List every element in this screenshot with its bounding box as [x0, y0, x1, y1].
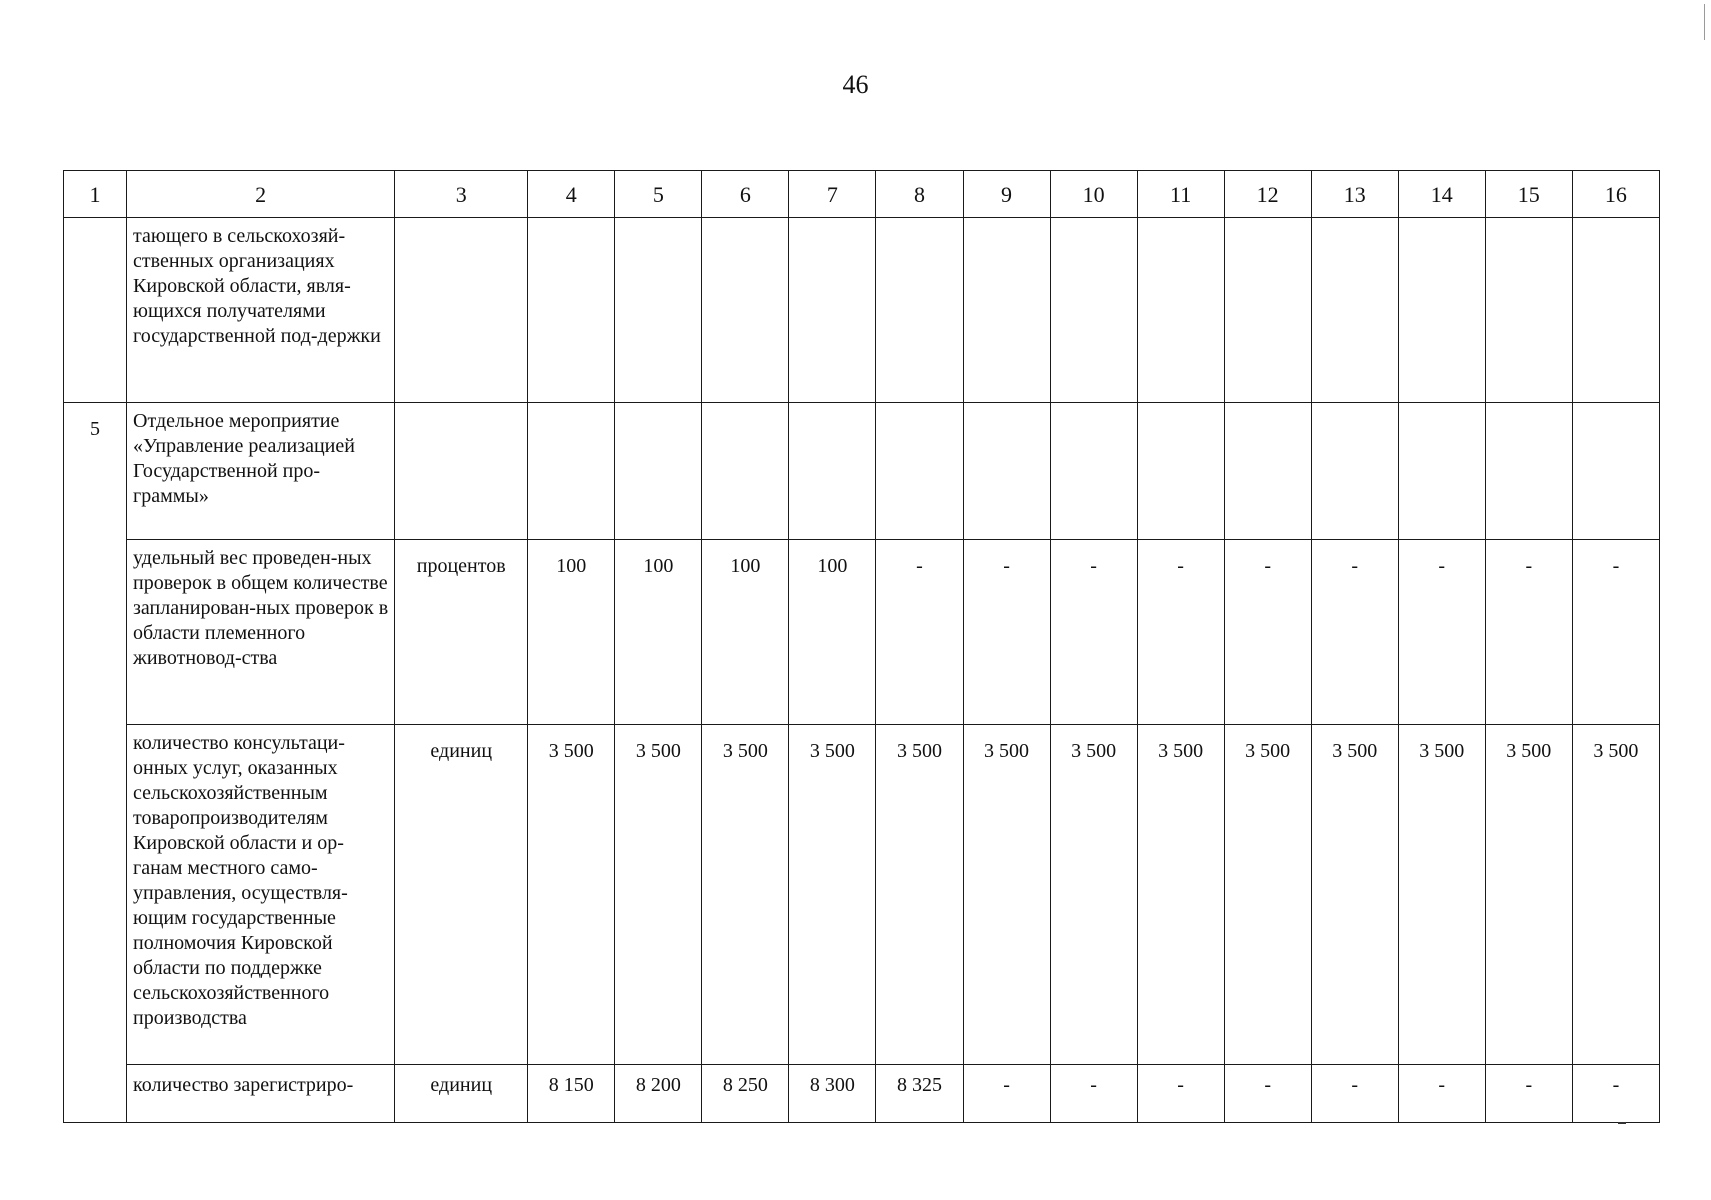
table-row — [64, 403, 1660, 540]
value-cell — [1311, 403, 1398, 540]
value-cell — [615, 218, 702, 403]
value-cell — [1137, 403, 1224, 540]
value-cell — [1485, 403, 1572, 540]
page-number: 46 — [842, 70, 869, 99]
column-header: 3 — [395, 171, 528, 218]
value-cell: - — [1050, 540, 1137, 725]
scan-margin-mark — [1704, 4, 1705, 40]
unit-cell: процентов — [395, 540, 528, 725]
value-cell — [1572, 218, 1659, 403]
value-cell — [702, 403, 789, 540]
value-cell: 8 300 — [789, 1065, 876, 1123]
scan-speck — [1618, 1122, 1626, 1124]
column-header: 9 — [963, 171, 1050, 218]
value-cell — [876, 218, 963, 403]
value-cell — [789, 403, 876, 540]
value-cell: 3 500 — [876, 725, 963, 1065]
column-header: 6 — [702, 171, 789, 218]
row-number — [64, 218, 127, 403]
table-row — [64, 540, 1660, 725]
value-cell — [615, 403, 702, 540]
value-cell — [1050, 403, 1137, 540]
value-cell — [876, 403, 963, 540]
indicator-name: количество зарегистриро- — [127, 1065, 395, 1123]
value-cell: - — [1224, 1065, 1311, 1123]
value-cell: 3 500 — [528, 725, 615, 1065]
value-cell: - — [1485, 1065, 1572, 1123]
value-cell: - — [1572, 540, 1659, 725]
value-cell: 100 — [702, 540, 789, 725]
value-cell — [1398, 218, 1485, 403]
column-header: 14 — [1398, 171, 1485, 218]
value-cell — [1485, 218, 1572, 403]
value-cell — [1224, 403, 1311, 540]
value-cell — [1572, 403, 1659, 540]
column-header: 12 — [1224, 171, 1311, 218]
value-cell: - — [1398, 1065, 1485, 1123]
value-cell: 8 325 — [876, 1065, 963, 1123]
table-header-row — [64, 171, 1660, 218]
value-cell: 100 — [615, 540, 702, 725]
value-cell: 3 500 — [1485, 725, 1572, 1065]
indicator-name: Отдельное мероприятие «Управление реализацией Государственной про-граммы» — [127, 403, 395, 540]
value-cell: 3 500 — [1398, 725, 1485, 1065]
column-header: 13 — [1311, 171, 1398, 218]
value-cell: 3 500 — [1572, 725, 1659, 1065]
column-header: 11 — [1137, 171, 1224, 218]
unit-cell — [395, 218, 528, 403]
unit-cell: единиц — [395, 1065, 528, 1123]
unit-cell: единиц — [395, 725, 528, 1065]
value-cell — [963, 218, 1050, 403]
indicator-name: тающего в сельскохозяй-ственных организациях Кировской области, явля-ющихся получателями государственной под-держки — [127, 218, 395, 403]
value-cell — [1224, 218, 1311, 403]
value-cell — [1398, 403, 1485, 540]
column-header: 1 — [64, 171, 127, 218]
value-cell: 3 500 — [1224, 725, 1311, 1065]
column-header: 7 — [789, 171, 876, 218]
value-cell — [528, 218, 615, 403]
indicators-table — [63, 170, 1660, 1123]
value-cell: - — [1398, 540, 1485, 725]
value-cell: - — [1137, 540, 1224, 725]
value-cell: 3 500 — [963, 725, 1050, 1065]
value-cell: 100 — [528, 540, 615, 725]
row-number: 5 — [64, 403, 127, 1123]
value-cell: 8 250 — [702, 1065, 789, 1123]
column-header: 5 — [615, 171, 702, 218]
value-cell: 3 500 — [702, 725, 789, 1065]
value-cell: 100 — [789, 540, 876, 725]
value-cell: 3 500 — [615, 725, 702, 1065]
table-row — [64, 1065, 1660, 1123]
table-row — [64, 725, 1660, 1065]
value-cell — [1137, 218, 1224, 403]
value-cell: - — [1224, 540, 1311, 725]
value-cell: 8 200 — [615, 1065, 702, 1123]
value-cell — [789, 218, 876, 403]
column-header: 4 — [528, 171, 615, 218]
column-header: 16 — [1572, 171, 1659, 218]
column-header: 2 — [127, 171, 395, 218]
value-cell: - — [963, 540, 1050, 725]
column-header: 8 — [876, 171, 963, 218]
value-cell: - — [1311, 1065, 1398, 1123]
value-cell: - — [1137, 1065, 1224, 1123]
value-cell: - — [1050, 1065, 1137, 1123]
unit-cell — [395, 403, 528, 540]
value-cell: 3 500 — [1137, 725, 1224, 1065]
indicator-name: удельный вес проведен-ных проверок в общем количестве запланирован-ных проверок в области племенного животновод-ства — [127, 540, 395, 725]
value-cell: - — [963, 1065, 1050, 1123]
column-header: 15 — [1485, 171, 1572, 218]
indicator-name: количество консультаци-онных услуг, оказанных сельскохозяйственным товаропроизводителям Кировской области и ор-ганам местного само-управления, осуществля-ющим государственные полномочия Кировской области по поддержке сельскохозяйственного производства — [127, 725, 395, 1065]
value-cell: 3 500 — [789, 725, 876, 1065]
value-cell: 3 500 — [1050, 725, 1137, 1065]
value-cell: 3 500 — [1311, 725, 1398, 1065]
value-cell: - — [1311, 540, 1398, 725]
value-cell: - — [1485, 540, 1572, 725]
value-cell — [528, 403, 615, 540]
value-cell: 8 150 — [528, 1065, 615, 1123]
value-cell — [702, 218, 789, 403]
table-row — [64, 218, 1660, 403]
value-cell — [1311, 218, 1398, 403]
value-cell — [1050, 218, 1137, 403]
value-cell — [963, 403, 1050, 540]
value-cell: - — [876, 540, 963, 725]
column-header: 10 — [1050, 171, 1137, 218]
value-cell: - — [1572, 1065, 1659, 1123]
